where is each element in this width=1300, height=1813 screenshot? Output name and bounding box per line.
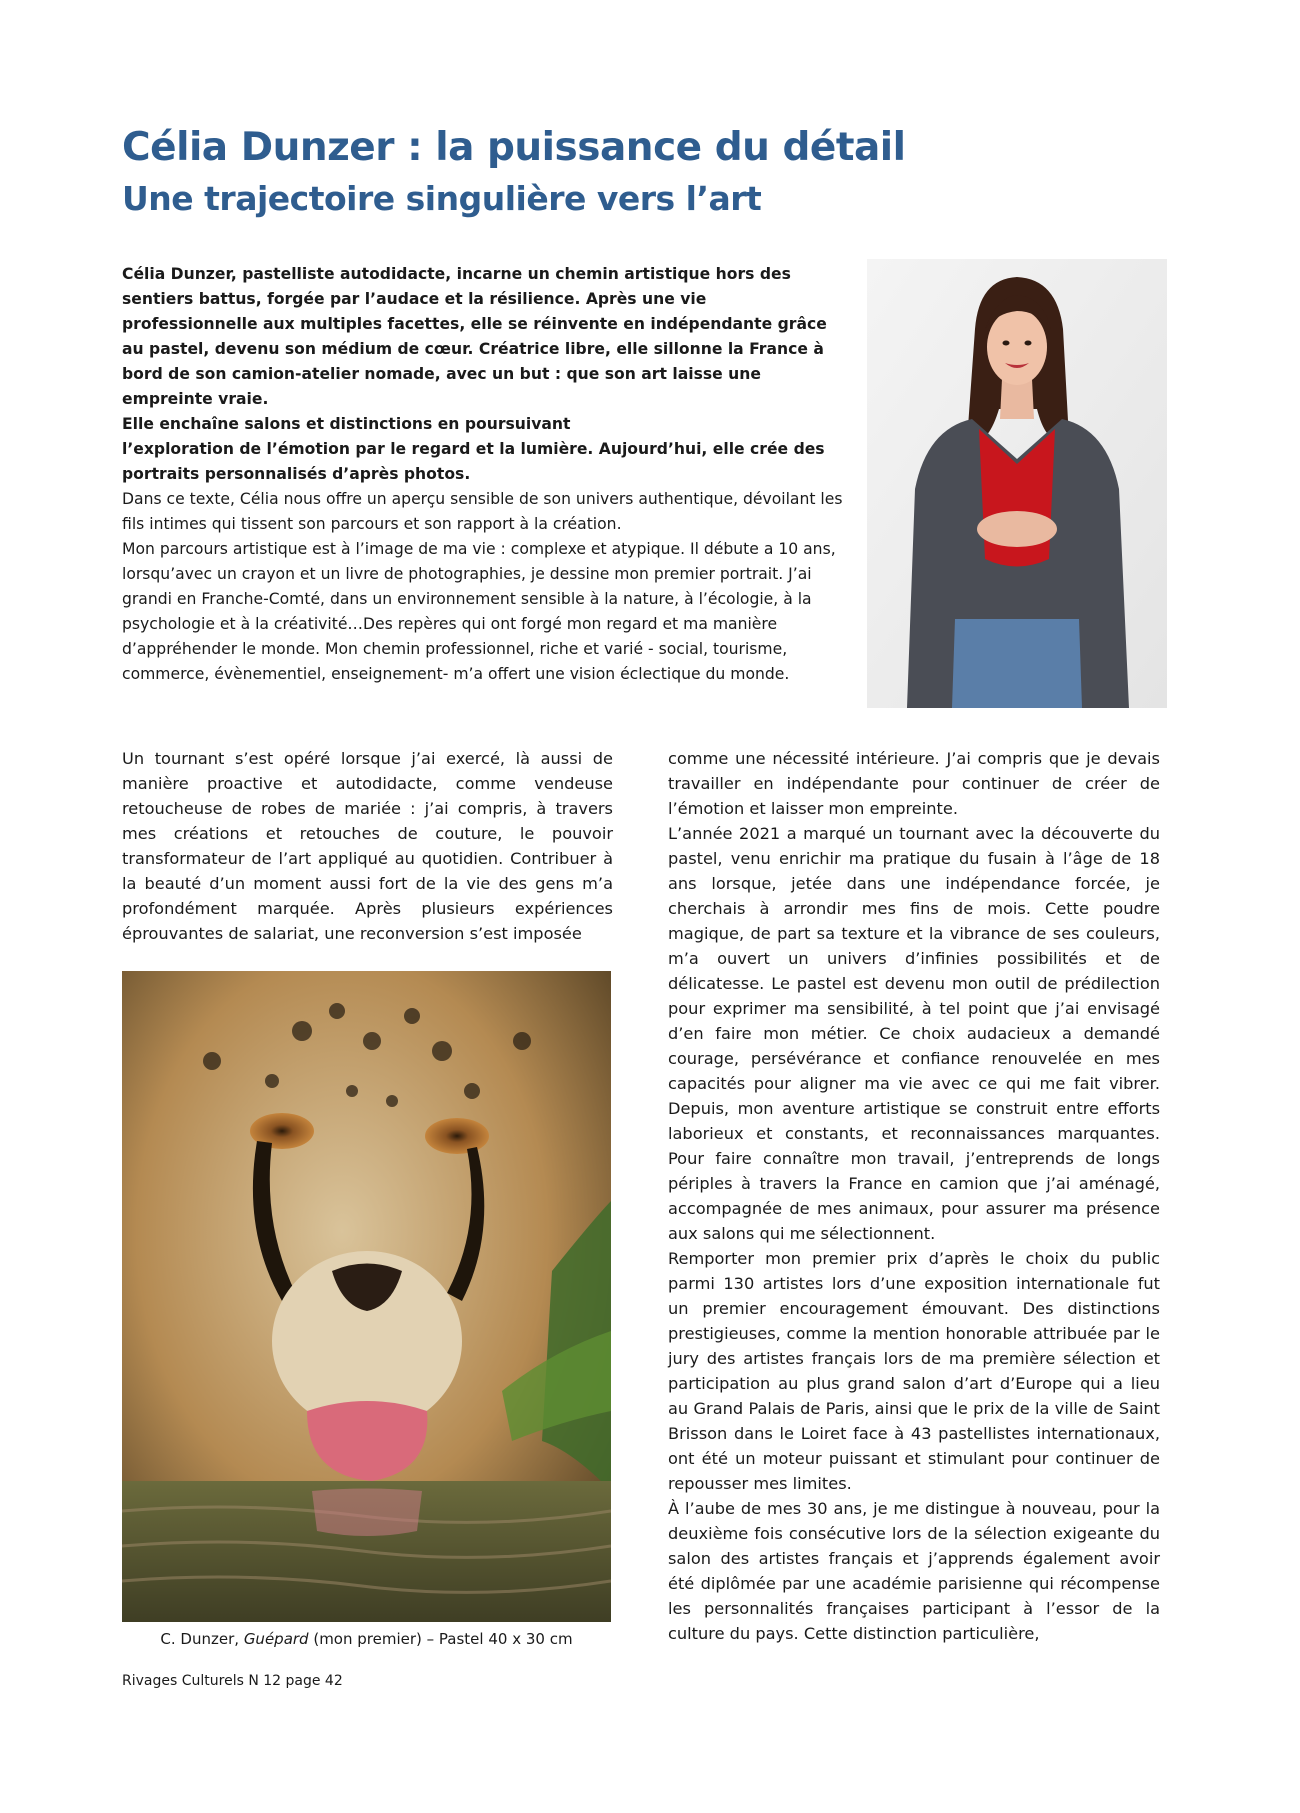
- body-paragraph: Un tournant s’est opéré lorsque j’ai exercé, là aussi de manière proactive et autodidacte, comme vendeuse retoucheuse de robes de mariée : j’ai compris, à travers mes créations et retouches de couture, le pouvoir transformateur de l’art appliqué au quotidien. Contribuer à la beauté d’un moment aussi fort de la vie des gens m’a profondément marquée. Après plusieurs expériences éprouvantes de salariat, une reconversion s’est imposée: [122, 749, 613, 943]
- page-footer: Rivages Culturels N 12 page 42: [122, 1673, 343, 1689]
- intro-lead-line: Elle enchaîne salons et distinctions en poursuivant: [122, 415, 571, 433]
- article-subtitle: Une trajectoire singulière vers l’art: [122, 179, 762, 218]
- body-paragraph: Remporter mon premier prix d’après le choix du public parmi 130 artistes lors d’une exposition internationale fut un premier encouragement émouvant. Des distinctions prestigieuses, comme la mention honorable attribuée par le jury des artistes français lors de ma première sélection et participation au plus grand salon d’art d’Europe qui a lieu au Grand Palais de Paris, ainsi que le prix de la ville de Saint Brisson dans le Loiret face à 43 pastellistes internationaux, ont été un moteur puissant et stimulant pour continuer de repousser mes limites.: [668, 1249, 1160, 1493]
- intro-paragraph: Dans ce texte, Célia nous offre un aperçu sensible de son univers authentique, dévoilant les fils intimes qui tissent son parcours et son rapport à la création.: [122, 490, 843, 533]
- intro-lead-paragraph: Célia Dunzer, pastelliste autodidacte, incarne un chemin artistique hors des sentiers battus, forgée par l’audace et la résilience. Après une vie professionnelle aux multiples facettes, elle se réinvente en indépendante grâce au pastel, devenu son médium de cœur. Créatrice libre, elle sillonne la France à bord de son camion-atelier nomade, avec un but : que son art laisse une empreinte vraie.: [122, 265, 827, 408]
- body-paragraph: comme une nécessité intérieure. J’ai compris que je devais travailler en indépendante pour continuer de créer de l’émotion et laisser mon empreinte.: [668, 749, 1160, 818]
- intro-lead-paragraph-2: l’exploration de l’émotion par le regard et la lumière. Aujourd’hui, elle crée des portraits personnalisés d’après photos.: [122, 440, 825, 483]
- intro-paragraph: Mon parcours artistique est à l’image de ma vie : complexe et atypique. Il débute a 10 ans, lorsqu’avec un crayon et un livre de photographies, je dessine mon premier portrait. J’ai grandi en Franche-Comté, dans un environnement sensible à la nature, à l’écologie, à la psychologie et à la créativité…Des repères qui ont forgé mon regard et ma manière d’appréhender le monde. Mon chemin professionnel, riche et varié - social, tourisme, commerce, évènementiel, enseignement- m’a offert une vision éclectique du monde.: [122, 540, 836, 683]
- intro-section: [122, 262, 847, 687]
- right-column: [668, 746, 1160, 1646]
- article-title: Célia Dunzer : la puissance du détail: [122, 125, 906, 170]
- left-column: [122, 746, 613, 946]
- body-paragraph: À l’aube de mes 30 ans, je me distingue à nouveau, pour la deuxième fois consécutive lors de la sélection exigeante du salon des artistes français et j’apprends également avoir été diplômée par une académie parisienne qui récompense les personnalités françaises participant à l’essor de la culture du pays. Cette distinction particulière,: [668, 1499, 1160, 1643]
- body-paragraph: L’année 2021 a marqué un tournant avec la découverte du pastel, venu enrichir ma pratique du fusain à l’âge de 18 ans lorsque, jetée dans une indépendance forcée, je cherchais à arrondir mes fins de mois. Cette poudre magique, de part sa texture et la vibrance de ses couleurs, m’a ouvert un univers d’infinies possibilités et de délicatesse. Le pastel est devenu mon outil de prédilection pour exprimer ma sensibilité, à tel point que j’ai envisagé d’en faire mon métier. Ce choix audacieux a demandé courage, persévérance et confiance renouvelée en mes capacités pour aligner ma vie avec ce qui me fait vibrer. Depuis, mon aventure artistique se construit entre efforts laborieux et constants, et reconnaissances marquantes. Pour faire connaître mon travail, j’entreprends de longs périples à travers la France en camion que j’ai aménagé, accompagnée de mes animaux, pour assurer ma présence aux salons qui me sélectionnent.: [668, 824, 1160, 1243]
- caption-suffix: (mon premier) – Pastel 40 x 30 cm: [308, 1630, 573, 1648]
- caption-prefix: C. Dunzer,: [160, 1630, 244, 1648]
- artist-portrait-photo: [867, 259, 1167, 708]
- artwork-caption: [122, 1628, 611, 1650]
- cheetah-pastel-artwork: [122, 971, 611, 1622]
- caption-work-title: Guépard: [243, 1630, 309, 1648]
